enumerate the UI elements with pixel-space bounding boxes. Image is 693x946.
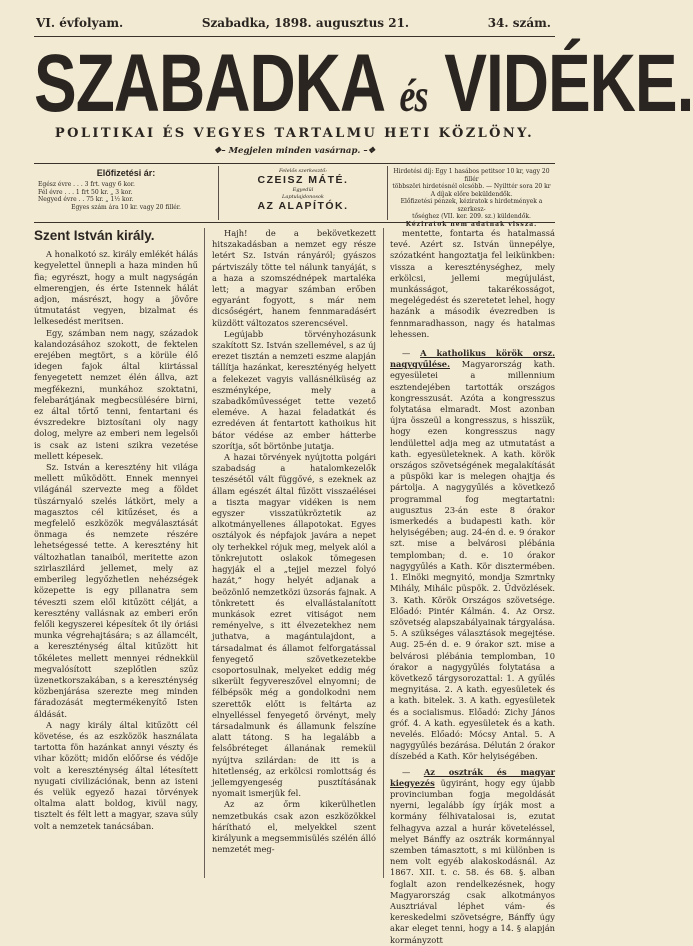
subscription-row: Egész évre . . . 3 frt. vagy 6 kor.	[38, 181, 135, 189]
ads-line: Hirdetési díj: Egy 1 hasábos petitsor 10 kr, vagy 20 fillér	[393, 168, 550, 183]
ads-line: többszöri hirdetésnél olcsóbb. — Nyilttér sora 20 kr	[392, 183, 551, 190]
ads-line: Előfizetési pénzek, kéziratok s hirdetmények a szerkesz-	[400, 198, 543, 213]
news-text: ügyiránt, hogy egy újabb provinciumban fogja megoldását nyerni, legalább így írják most a kormány félhivatalosai is, ezutat felhagyva azzal a hurár követeléssel, melyet Bánffy az osztrák kormánnyal szemben támasztott, s mi különben is nem volt egyéb alakoskodásnál. Az 1867. XII. t. c. 58. és 68. §. alban foglalt azon rendelkezésnek, hogy Magyarország csak alkotmányos Ausztriával léphet vám- és kereskedelmi szövetségre, Bánffy úgy akar eleget tenni, hogy a 14. § alapján kormányzott	[390, 777, 555, 945]
date: Szabadka, 1898. augusztus 21.	[201, 16, 410, 30]
ads-box	[388, 166, 555, 228]
subscription-row: Negyed évre . . 75 kr. „ 1½ kor.	[38, 196, 134, 204]
column-2	[212, 228, 376, 855]
paragraph: Egy, számban nem nagy, századok kalandozásához szokott, de fektelen erejében megtört, s a körüle élő idegen fajok által kiirtással fenyegetett nemzet élén állva, azt megfékezni, munkához szoktatni, felebarátjának megbecsülésére birni, ez által tőrtő tenni, fentartani és évszredekre biztosítani oly nagy dolog, melyre az emberi nem legelsői is csak az isteni szikra vezetése mellett képesek.	[34, 327, 198, 461]
column-divider	[204, 228, 205, 878]
paragraph: Legújabb törvényhozásunk szakított Sz. István szellemével, s az új erezet tisztán a nemzeti eszme alapján tállítja hazánkat, keresztényég helyett a felekezet vagyis vallásnélküség az eszményképe, mely a szabadkőművességet tette vezető eleméve. A hazai feladatkát és ezredéven át fentartott kathoikus hit bátor védése az ember hátterbe szorítja, sőt börtönbe jutatja.	[212, 328, 376, 451]
paragraph: mentette, fontarta és hatalmassá tevé. Azért sz. István ünnepélye, szózatként hangoztatja fel leikünkben: vissza a kereszténységhez, mely erkölcsi, jellemi megújulást, munkásságot, takarékosságot, megelégedést és szeretetet lehel, hogy hazánk a második évezredben is fennmaradhasson, nagy és hatalmas lehessen.	[390, 228, 555, 339]
ads-line: Kéziratok nem adatnak vissza.	[405, 220, 538, 228]
paragraph: A honalkotó sz. király emlékét hálás kegyelettel ünnepli a haza minden hű fia; egyrészt, hogy a mult nagyságán elmerengjen, és érte Istennek hálát adjon, másrészt, hogy a jövőre útmutatást vegyen, bizalmat és lelkesedést meritsen.	[34, 249, 198, 327]
paragraph: Sz. István a keresztény hit világa mellett működött. Ennek mennyei világánál szervezte meg a földet tüszárnyaló szelés látkört, mely a magasztos cél kitűzéset, és a megfelelő eszközök megválasztását önmaga és nemzete részére lehetségessé tette. A keresztény hit változhatlan tanaiból, meritette azon szirlaszilárd jellemet, mely az emberileg legyőzhetlen nehézségek közepette is egy pillanatra sem téveszti szem elől kitűzött célját, a keresztény vallásnak az emberi erőn felőli kegyszerei képesítek őt ily óriási munka végrehajtására; s az államcélt, a kereszténység által kitűzött hit tőkéletes mellett mennyei rédnekkül megvalósított szeplőtlen szűz üzenetkorszakában, s a kereszténység közbenjárása szerezte meg minden fáradozását megtermékenyítő Isten áldását.	[34, 462, 198, 719]
paragraph: Az az őrm kikerülhetlen nemzetbukás csak azon eszközökkel hárítható el, melyekkel szent királyunk a megsemmisülés szélén álló nemzetét meg-	[212, 799, 376, 855]
editor-box	[219, 166, 388, 220]
owners-label: Laptulajdonosok	[282, 193, 324, 200]
masthead-title-a: SZABADKA	[34, 36, 383, 130]
ads-line: A díjak előre beküldendők.	[430, 190, 513, 198]
volume: VI. évfolyam.	[36, 16, 124, 30]
editor-label-2: Egyedül	[292, 187, 314, 194]
masthead-title-b: VIDÉKE.	[444, 36, 693, 130]
paragraph: A nagy király által kitűzött cél követése, és az eszközök használata tartotta fön hazánkat annyi vészty és vihar között; midőn előőrse és védője volt a kereszténység által létesített nyugati civilizációnak, benn az isteni és velük egyező hazai törvények oltalma alatt boldog, kivül nagy, tisztelt és félt lett a magyar, szava súly volt a nemzetek tanácsában.	[34, 719, 198, 831]
subscription-row: Fél évre . . . 1 frt 50 kr. „ 3 kor.	[38, 188, 133, 196]
article-headline: Szent István király.	[34, 228, 155, 243]
column-1	[34, 228, 198, 832]
column-divider	[383, 228, 384, 878]
subtitle: POLITIKAI ÉS VEGYES TARTALMU HETI KÖZLÖNY.	[54, 126, 535, 141]
subscription-title: Előfizetési ár:	[96, 168, 156, 178]
column-3	[390, 228, 555, 946]
single-price: Egyes szám ára 10 kr. vagy 20 fillér.	[71, 203, 181, 211]
info-top-rule	[34, 163, 555, 164]
masthead-join: és	[399, 70, 428, 122]
news-item-1: — A katholikus körök orsz. nagygyűlése. Magyarország kath. egyesületei a millennium esztendejében tartották országos kongresszusát. Azóta a kongresszus folytatása elmaradt. Most azonban újra összeül a kongresszus, s hisszük, hogy ezen kongresszus nagy lendülettel adja meg az utmutatást a kath. egyesületeknek. A kath. körök országos szövetségének megalakítását a püspöki kar is melegen ohajtja és pártolja. A nagygyűlés a következő programmal fog megtartatni: augusztus 23-án este 8 órakor ismerkedés a budapesti kath. kör helyiségében; aug. 24-én d. e. 9 órakor szt. mise a belvárosi plébánia templomban; d. e. 10 órakor nagygyűlés a Kath. Kör disztermében. 1. Elnöki megnyitó, mondja Szmrtnky Mihály, Mihálc püspök. 2. Üdvözlések. 3. Kath. Körök Országos szövetsége. Előadó: Pintér Kálmán. 4. Az Orsz. szövetség alapszabályainak tárgyalása. 5. A szükséges választások megejtése. Aug. 25-én d. e. 9 órakor szt. mise a belvárosi plébánia templomban, 10 órakor a nagygyűlés folytatása a következő tárgysorozattal: 1. A gyűlés megnyitása. 2. A kath. egyesületek és a kath. bitelek. 3. A kath. egyesületek és a socialismus. Előadó: Zichy János gróf. 4. A kath. egyesületek és a kath. nevelés. Előadó: Mócsy Antal. 5. A nagygyűlés bezárása. Délután 2 órakor díszebéd a Kath. Kör helyiségében.	[390, 348, 555, 762]
paragraph: Hajh! de a bekövetkezett hitszakadásban a nemzet egy része letért Sz. István rányáról; gyászos pártviszály tötte tel nálunk tanyáját, s a haza a szomszédnépek martaléka lett; a magyar számban erőben egyaránt fogyott, s már nem dicsőségért, hanem fennmaradásért küzdött változatos szerencsével.	[212, 228, 376, 328]
owners: AZ ALAPÍTÓK.	[257, 199, 349, 212]
decor-left-icon: ❖–	[213, 146, 229, 156]
paragraph: A hazai törvények nyújtotta polgári szabadság a hatalomkezelők teszésétől vált függővé, s ezeknek az állam egészét által fűzött visszaélései a tiszta magyar vidéken is nem egyszer visszatükröztetik az alkotmányellenes állapotokat. Egyes osztályok és népfajok javára a nepet oly terhekkel rójuk meg, melyek alól a tönkrejutott oslakok tömegesen hagyják el a „tejjel mezzel folyó hazát,“ hogy helyét adjanak a beözönlő nemzetközi üzsorás fajnak. A tönkretett és elvallástalanított munkások ezret vitiságot nem reményelve, s itt élvezetekhez nem juthatva, a magántulajdont, a társadalmat és államot felforgatással fenyegető szövetkezetekbe csoportosulnak, melyeket eddig még sikerült fegyvereszővel elnyomni; de félbépsök még a gondolkodni nem szerettők előtt is feltárta az elnyelléssel fenyegető örvényt, mely társadalmunk és államunk felszíne alatt tátong. S ha legalább a felsőbréteget állanának remekül nyújtva szilárdan: de itt is a hitetlenség, az erkölcsi romlottság és jellemgyengeség pusztításának nyomait ismerjük fel.	[212, 452, 376, 799]
masthead	[34, 36, 693, 130]
top-line	[36, 16, 551, 34]
ads-line: tőséghez (VII. ker. 209. sz.) küldendők.	[412, 213, 531, 220]
editor-label: Felelős szerkesztő:	[279, 168, 327, 174]
info-bottom-rule	[34, 222, 555, 223]
news-item-2: — Az osztrák és magyar kiegyezés ügyiránt, hogy egy újabb provinciumban fogja megoldását nyerni, legalább így írják most a kormány félhivatalosai is, ezutat felhagyva azzal a hurár követeléssel, melyet Bánffy az osztrák kormánnyal szemben támasztott, s mi különben is nem volt egyéb alakoskodásnál. Az 1867. XII. t. c. 58. és 68. §. alban foglalt azon rendelkezésnek, hogy Magyarország csak alkotmányos Ausztriával léphet vám- és kereskedelmi szövetségre, Bánffy úgy akar eleget tenni, hogy a 14. § alapján kormányzott	[390, 766, 555, 945]
news-title: A katholikus körök orsz. nagygyűlése.	[390, 348, 555, 370]
editor-name: CZEISZ MÁTÉ.	[257, 174, 349, 187]
subscription-box	[34, 166, 219, 220]
publication-note: ❖– Megjelen minden vasárnap. –❖	[213, 146, 376, 156]
decor-right-icon: –❖	[363, 146, 376, 156]
news-title: Az osztrák és magyar kiegyezés	[390, 766, 555, 788]
news-text: Magyarország kath. egyesületei a millennium esztendejében tartották országos kongresszusát. Azóta a kongresszus folytatása elmaradt. Most azonban újra összeül a kongresszus, s hisszük, hogy ezen kongresszus nagy lendülettel adja meg az utmutatást a kath. egyesületeknek. A kath. körök országos szövetségének megalakítását a püspöki kar is melegen ohajtja és pártolja. A nagygyűlés a következő programmal fog megtartatni: augusztus 23-án este 8 órakor ismerkedés a budapesti kath. kör helyiségében; aug. 24-én d. e. 9 órakor szt. mise a belvárosi plébánia templomban; d. e. 10 órakor nagygyűlés a Kath. Kör disztermében. 1. Elnöki megnyitó, mondja Szmrtnky Mihály, Mihálc püspök. 2. Üdvözlések. 3. Kath. Körök Országos szövetsége. Előadó: Pintér Kálmán. 4. Az Orsz. szövetség alapszabályainak tárgyalása. 5. A szükséges választások megejtése. Aug. 25-én d. e. 9 órakor szt. mise a belvárosi plébánia templomban, 10 órakor a nagygyűlés folytatása a következő tárgysorozattal: 1. A gyűlés megnyitása. 2. A kath. egyesületek és a kath. bitelek. 3. A kath. egyesületek és a socialismus. Előadó: Zichy János gróf. 4. A kath. egyesületek és a kath. nevelés. Előadó: Mócsy Antal. 5. A nagygyűlés bezárása. Délután 2 órakor díszebéd a Kath. Kör helyiségében.	[390, 359, 555, 762]
info-box	[34, 166, 555, 228]
issue-number: 34. szám.	[487, 16, 551, 30]
article-columns	[34, 228, 555, 945]
